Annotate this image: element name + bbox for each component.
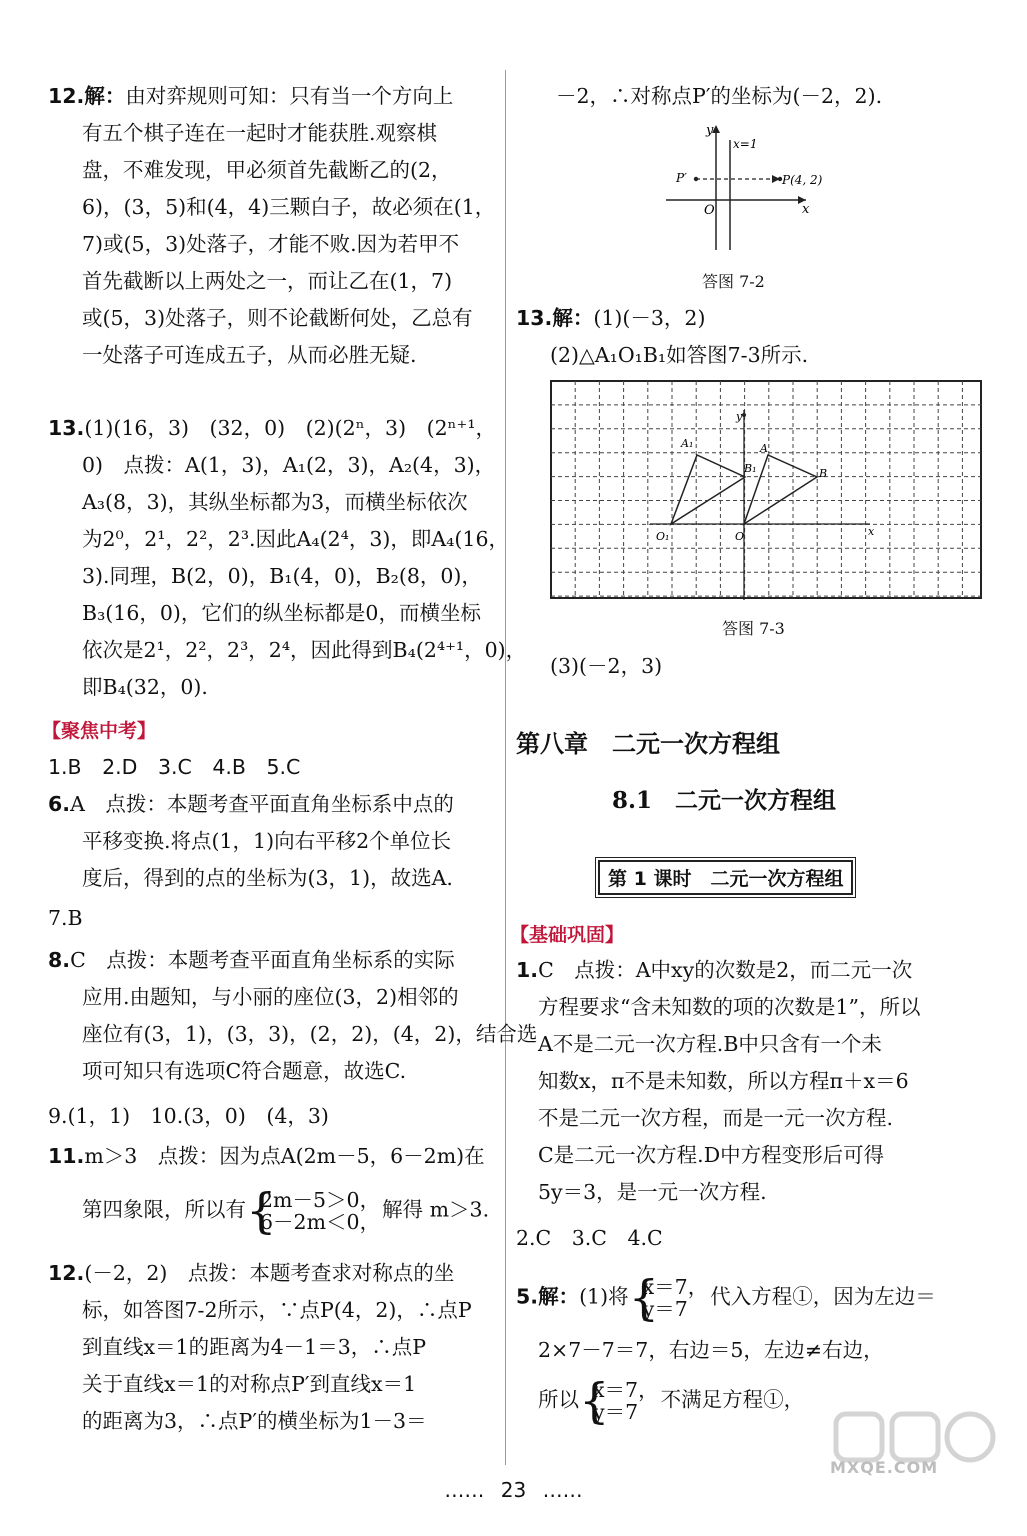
y-axis-end	[742, 413, 746, 417]
fig73-y-label: y	[736, 410, 743, 423]
figure-7-2-caption: 答图 7-2	[702, 272, 765, 291]
fig73-o-label: O	[735, 530, 745, 543]
section-title: 8.1 二元一次方程组	[612, 787, 837, 814]
figure-7-3	[550, 380, 982, 600]
answer-8: 8.C 点拨：本题考查平面直角坐标系的实际 应用.由题知，与小丽的座位(3，2)相邻的 座位有(3，1)，(3，3)，(2，2)，(4，2)，结合选 项可知只有选项C符合题意，故选C.	[48, 948, 538, 1083]
fig73-o1-label: O₁	[656, 530, 670, 543]
answer-6: 6.A 点拨：本题考查平面直角坐标系中点的 平移变换.将点(1，1)向右平移2个单位长 度后，得到的点的坐标为(3，1)，故选A.	[48, 792, 454, 890]
figure-7-2	[656, 120, 823, 255]
chapter-title: 第八章 二元一次方程组	[516, 730, 780, 758]
answer-12-symmetry: 12.(－2，2) 点拨：本题考查求对称点的坐 标，如答图7-2所示，∵点P(4，2)，∴点P 到直线x＝1的距离为4－1＝3，∴点P 关于直线x＝1的对称点P′到直线x＝1 的距离为3，∴点P′的横坐标为1－3＝	[48, 1261, 472, 1433]
grid-lines	[551, 381, 981, 598]
fig73-x-label: x	[868, 525, 875, 538]
fig72-pprime-label: P′	[676, 171, 687, 185]
basic-answer-1: 1.C 点拨：A中xy的次数是2，而二元一次 方程要求“含未知数的项的次数是1”，所以 A不是二元一次方程.B中只含有一个未 知数x，π不是未知数，所以方程π＋x＝6 不是二元一次方程，而是一元一次方程. C是二元一次方程.D中方程变形后可得 5y＝3，是一元一次方程.	[516, 958, 921, 1204]
fig72-p-label: P(4, 2)	[782, 173, 823, 187]
fig72-y-label: y	[706, 123, 714, 138]
answer-11: 11.m＞3 点拨：因为点A(2m－5，6－2m)在 第四象限，所以有 { 2m－5＞0， 6－2m＜0， 解得 m＞3.	[48, 1138, 489, 1233]
grid-border	[551, 381, 981, 598]
triangle-a1-o1-b1	[671, 455, 745, 524]
fig73-a-label: A	[760, 442, 768, 455]
page-number: 23	[500, 1478, 527, 1502]
figure-7-3-caption: 答图 7-3	[722, 619, 785, 638]
answer-13-part3: (3)(－2，3)	[550, 654, 663, 678]
basic-answer-5: 5.解：(1)将 { x＝7， y＝7 代入方程①，因为左边＝ 2×7－7＝7，右边＝5，左边≠右边， 所以 { x＝7， y＝7 不满足方程①，	[516, 1276, 936, 1423]
fig72-x-label: x	[802, 202, 810, 217]
basic-answers-2-4: 2.C 3.C 4.C	[516, 1226, 663, 1250]
page-footer: …… 23 ……	[444, 1478, 583, 1502]
lesson-title: 第 1 课时 二元一次方程组	[598, 860, 853, 895]
fig73-b1-label: B₁	[744, 462, 757, 475]
column-divider	[505, 70, 506, 1465]
point-p-prime	[694, 177, 698, 181]
answer-13-transform: 13.解：(1)(－3，2) (2)△A₁O₁B₁如答图7-3所示.	[516, 306, 809, 367]
answer-13-sequence: 13.(1)(16，3) (32，0) (2)(2ⁿ，3) (2ⁿ⁺¹， 0) 点拨：A(1，3)，A₁(2，3)，A₂(4，3)， A₃(8，3)，其纵坐标都为3，而横坐标依次 为2⁰，2¹，2²，2³.因此A₄(2⁴，3)，即A₄(16， 3).同理，B(2，0)，B₁(4，0)，B₂(8，0)， B₃(16，0)，它们的纵坐标都是0，而横坐标 依次是2¹，2²，2³，2⁴，因此得到B₄(2⁴⁺¹，0)， 即B₄(32，0).	[48, 416, 527, 699]
fig73-b-label: B	[819, 467, 828, 480]
fig72-origin-label: O	[704, 203, 715, 218]
answer-12-solution: 12.解：由对弈规则可知：只有当一个方向上 有五个棋子连在一起时才能获胜.观察棋 盘，不难发现，甲必须首先截断乙的(2， 6)，(3，5)和(4，4)三颗白子，故必须在(1， 7)或(5，3)处落子，才能不败.因为若甲不 首先截断以上两处之一，而让乙在(1，7) 或(5，3)处落子，则不论截断何处，乙总有 一处落子可连成五子，从而必胜无疑.	[48, 84, 496, 367]
fig72-line-label: x=1	[733, 137, 758, 151]
watermark-text: MXQE.COM	[830, 1458, 939, 1477]
answers-1-5: 1.B 2.D 3.C 4.B 5.C	[48, 755, 301, 779]
answer-12-continued: －2，∴对称点P′的坐标为(－2，2).	[556, 84, 883, 108]
inequality-system: { 2m－5＞0， 6－2m＜0，	[248, 1189, 380, 1233]
answers-9-10: 9.(1，1) 10.(3，0) (4，3)	[48, 1104, 329, 1128]
section-tag-basic: 【基础巩固】	[510, 924, 625, 946]
fig73-a1-label: A₁	[681, 437, 694, 450]
section-tag-focus: 【聚焦中考】	[42, 720, 157, 742]
value-system-2: { x＝7， y＝7	[581, 1379, 659, 1423]
answer-7: 7.B	[48, 906, 83, 930]
value-system: { x＝7， y＝7	[631, 1276, 709, 1320]
